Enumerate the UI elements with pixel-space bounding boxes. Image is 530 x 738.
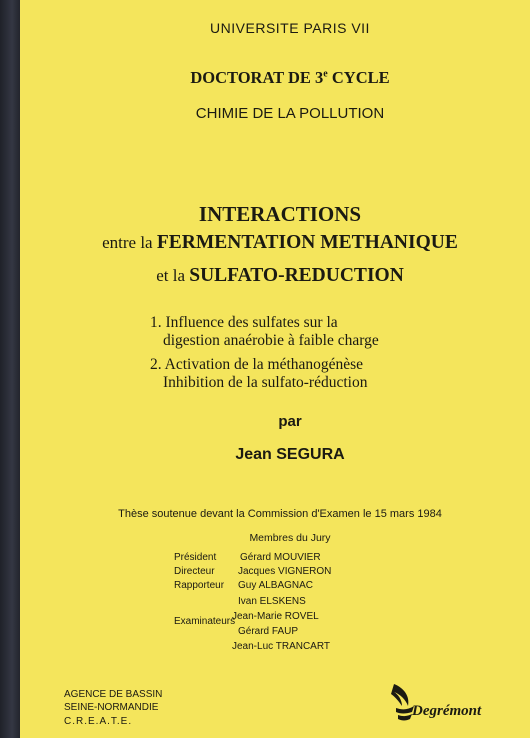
point-2-line-2: Inhibition de la sulfato-réduction bbox=[163, 374, 368, 391]
title-line-2: entre la FERMENTATION METHANIQUE bbox=[102, 232, 458, 253]
jury-role: Examinateurs bbox=[174, 616, 236, 627]
defense-statement: Thèse soutenue devant la Commission d'Examen le 15 mars 1984 bbox=[118, 508, 442, 520]
book-spine bbox=[0, 0, 20, 738]
title-line-1: INTERACTIONS bbox=[198, 202, 362, 226]
degree-title: DOCTORAT DE 3e CYCLE bbox=[190, 68, 390, 87]
by-label: par bbox=[278, 413, 302, 430]
agency-line-2: SEINE-NORMANDIE bbox=[64, 702, 159, 713]
jury-role: Rapporteur bbox=[174, 580, 225, 591]
jury-member: Gérard FAUP bbox=[238, 626, 299, 637]
author-name: Jean SEGURA bbox=[235, 446, 345, 463]
field-name: CHIMIE DE LA POLLUTION bbox=[195, 105, 385, 122]
university-name: UNIVERSITE PARIS VII bbox=[210, 20, 370, 36]
jury-member: Jean-Luc TRANCART bbox=[232, 641, 330, 652]
jury-role: Président bbox=[174, 552, 217, 563]
jury-role: Directeur bbox=[174, 566, 215, 577]
jury-title: Membres du Jury bbox=[249, 532, 331, 544]
jury-member: Jacques VIGNERON bbox=[238, 566, 332, 577]
point-2-line-1: 2. Activation de la méthanogénèse bbox=[150, 356, 364, 373]
agency-line-1: AGENCE DE BASSIN bbox=[64, 689, 163, 700]
jury-member: Gérard MOUVIER bbox=[240, 552, 321, 563]
agency-line-3: C.R.E.A.T.E. bbox=[64, 716, 133, 727]
jury-member: Jean-Marie ROVEL bbox=[232, 611, 319, 622]
jury-member: Guy ALBAGNAC bbox=[238, 580, 314, 591]
jury-member: Ivan ELSKENS bbox=[238, 596, 306, 607]
point-1-line-1: 1. Influence des sulfates sur la bbox=[150, 314, 338, 331]
point-1-line-2: digestion anaérobie à faible charge bbox=[163, 332, 379, 349]
title-line-3: et la SULFATO-REDUCTION bbox=[156, 265, 404, 286]
degremont-logo: Degrémont bbox=[412, 703, 482, 719]
thesis-cover bbox=[20, 0, 530, 738]
